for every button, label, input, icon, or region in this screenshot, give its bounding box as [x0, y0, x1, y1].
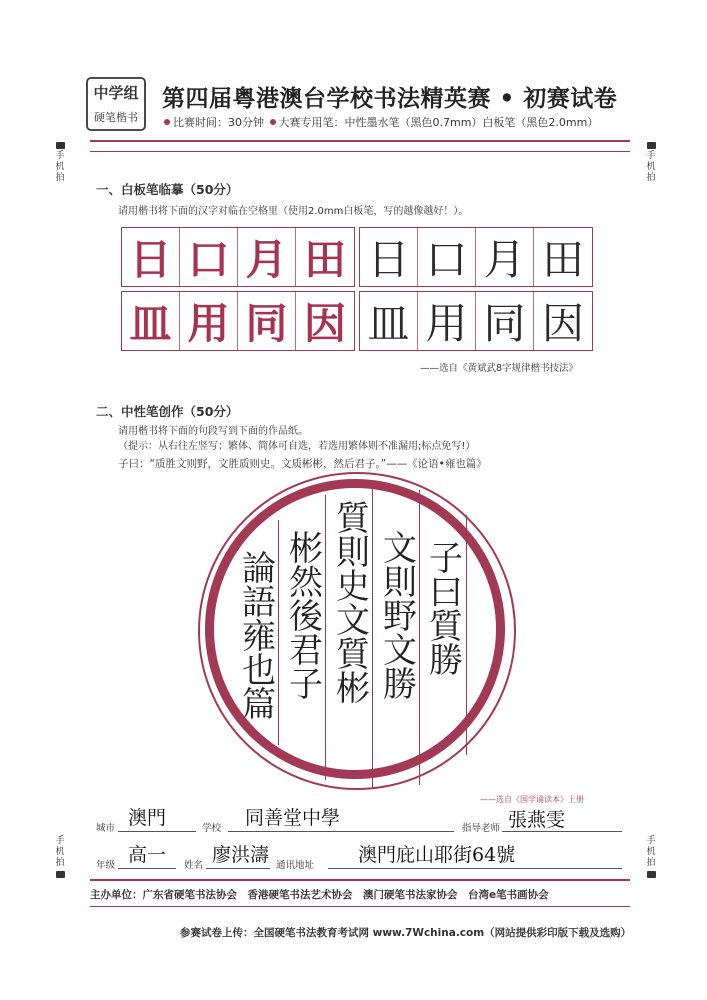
teacher-value: 張燕雯 — [508, 809, 566, 831]
city-underline — [118, 831, 196, 832]
school-value: 同善堂中學 — [245, 807, 341, 829]
model-char: 口 — [180, 228, 238, 286]
section2-title: 二、中性笔创作（50分） — [96, 404, 239, 419]
calligraphy-column-4: 彬然後君子 — [282, 530, 323, 700]
school-underline — [228, 831, 454, 832]
side-marker-bottom-right: 手机拍 — [643, 836, 659, 878]
copied-char: 皿 — [360, 292, 418, 350]
column-divider — [466, 515, 467, 755]
copy-grid-row2 — [359, 291, 593, 351]
copied-char: 月 — [476, 228, 534, 286]
section1-source: ——选自《黄斌武8字规律楷书技法》 — [420, 363, 579, 374]
copied-char: 口 — [418, 228, 476, 286]
grade-value: 高一 — [128, 844, 167, 866]
copied-char: 因 — [541, 299, 584, 348]
organizers-divider — [90, 906, 630, 907]
camera-icon — [56, 142, 65, 149]
section1-title: 一、白板笔临摹（50分） — [96, 182, 239, 197]
camera-icon — [647, 142, 656, 149]
bullet-icon — [270, 119, 276, 125]
camera-icon — [647, 871, 656, 878]
grade-underline — [118, 868, 176, 869]
model-char: 皿 — [122, 292, 180, 350]
form-divider — [90, 879, 630, 881]
section2-instruction-2: （提示：从右往左竖写；繁体、简体可自选，若选用繁体则不准漏用;标点免写!） — [118, 441, 476, 452]
teacher-label: 指导老师 — [462, 823, 501, 834]
group-label: 中学组 — [93, 84, 139, 102]
calligraphy-column-3: 質則史文質彬 — [329, 500, 370, 704]
header-divider — [90, 140, 630, 142]
copied-char: 同 — [476, 292, 534, 350]
copy-grid-row1 — [359, 227, 593, 287]
handwritten-source-note: ——选自《国学诵读本》上册 — [480, 795, 584, 804]
group-sub-label: 硬笔楷书 — [94, 111, 138, 124]
model-char: 用 — [180, 292, 238, 350]
address-underline — [328, 868, 622, 869]
group-badge — [86, 77, 146, 131]
section1-instruction: 请用楷书将下面的汉字对临在空格里（使用2.0mm白板笔，写的越像越好！）。 — [118, 206, 469, 217]
side-marker-top-right: 手机拍 — [643, 142, 659, 184]
calligraphy-column-5: 論語雍也篇 — [235, 550, 276, 720]
side-marker-top-left: 手机拍 — [52, 142, 68, 184]
bullet-icon — [164, 119, 170, 125]
exam-time: 比赛时间：30分钟 — [173, 116, 264, 129]
column-divider — [419, 490, 420, 785]
model-char: 同 — [238, 292, 296, 350]
name-underline — [206, 868, 270, 869]
camera-icon — [56, 871, 65, 878]
city-value: 澳門 — [128, 807, 167, 829]
model-char: 田 — [303, 235, 346, 284]
column-divider — [278, 520, 279, 745]
address-value: 澳門庇山耶街64號 — [358, 844, 516, 866]
copied-char: 田 — [541, 235, 584, 284]
teacher-underline — [502, 831, 622, 832]
school-label: 学校 — [202, 823, 222, 834]
page-title: 第四届粤港澳台学校书法精英赛 • 初赛试卷 — [162, 85, 618, 112]
copied-char: 用 — [418, 292, 476, 350]
side-marker-bottom-left: 手机拍 — [52, 836, 68, 878]
calligraphy-column-1: 子曰質勝 — [422, 540, 463, 676]
exam-pens: 大赛专用笔：中性墨水笔（黑色0.7mm）白板笔（黑色2.0mm） — [278, 116, 599, 129]
model-char: 日 — [122, 228, 180, 286]
copied-char: 日 — [360, 228, 418, 286]
name-value: 廖洪濤 — [212, 844, 270, 866]
name-label: 姓名 — [184, 860, 204, 871]
organizers: 主办单位：广东省硬笔书法协会 香港硬笔书法艺术协会 澳门硬笔书法家协会 台湾e笔书画协会 — [90, 889, 549, 901]
section2-quote: 子曰：“质胜文则野，文胜质则史。文质彬彬，然后君子。”——《论语•雍也篇》 — [118, 458, 487, 470]
calligraphy-column-2: 文則野文勝 — [376, 530, 417, 700]
section2-instruction-1: 请用楷书将下面的句段写到下面的作品纸。 — [118, 426, 308, 437]
address-label: 通讯地址 — [276, 860, 315, 871]
model-char: 因 — [303, 299, 346, 348]
column-divider — [372, 483, 373, 788]
model-char: 月 — [238, 228, 296, 286]
exam-info — [162, 114, 598, 130]
upload-footer: 参赛试卷上传：全国硬笔书法教育考试网 www.7Wchina.com（网站提供彩印版下载及选购） — [180, 927, 632, 939]
header-divider-thin — [90, 151, 630, 152]
model-grid-row1 — [121, 227, 355, 287]
city-label: 城市 — [96, 823, 116, 834]
column-divider — [325, 495, 326, 780]
model-grid-row2 — [121, 291, 355, 351]
grade-label: 年级 — [96, 860, 116, 871]
